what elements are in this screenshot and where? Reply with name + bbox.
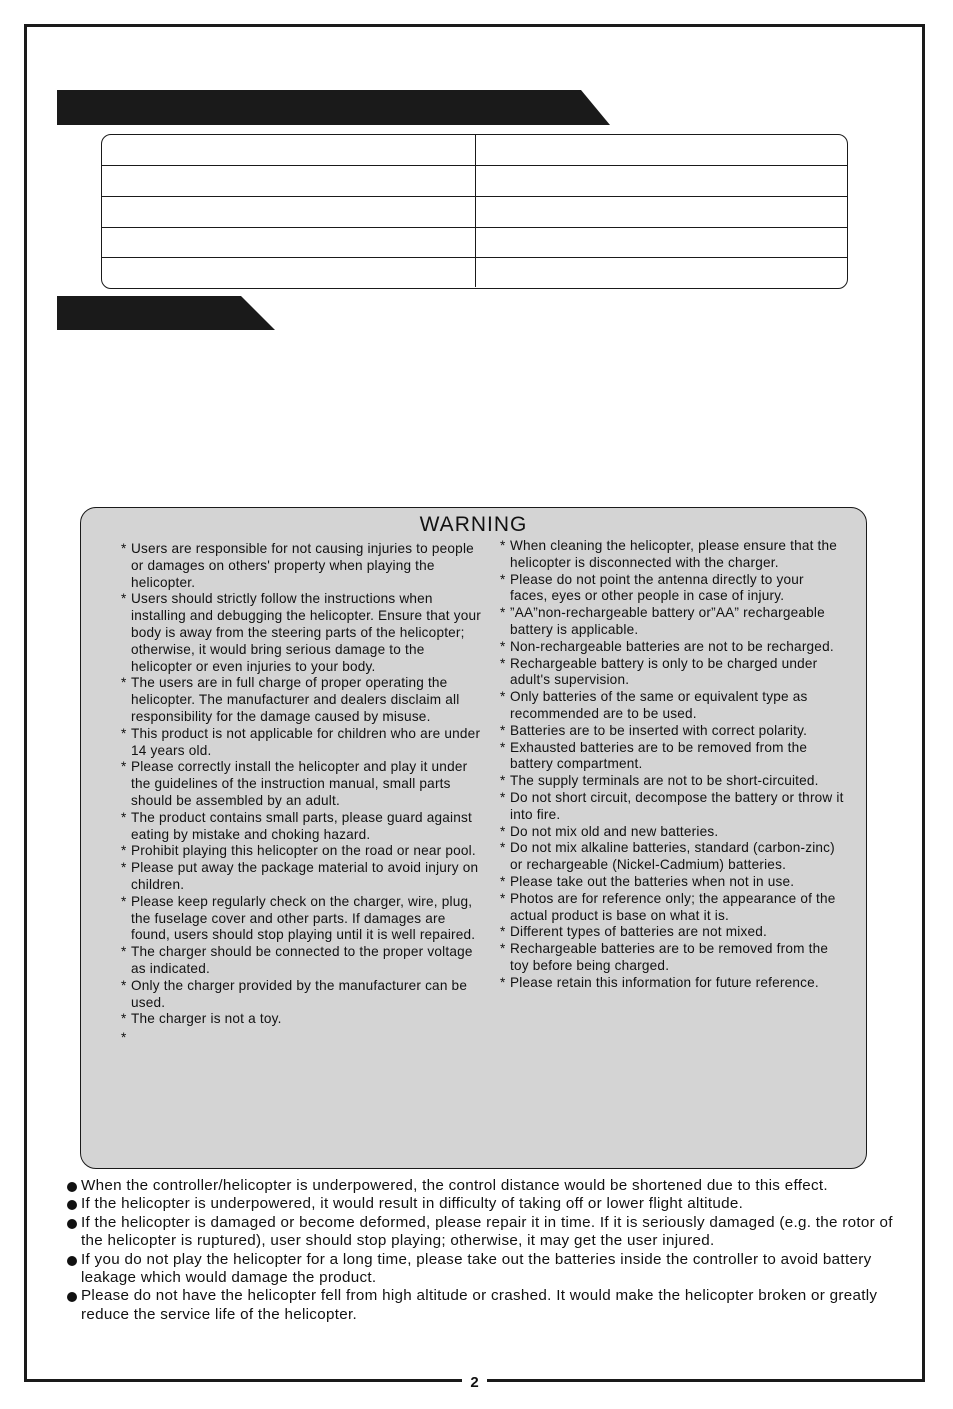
spec-cell bbox=[475, 227, 847, 257]
warning-column-right bbox=[500, 538, 845, 992]
warning-item: * This product is not applicable for children who are under 14 years old. bbox=[121, 725, 481, 758]
section-banner-contents bbox=[57, 296, 275, 330]
warning-column-left bbox=[121, 541, 481, 1047]
warning-item: * Do not mix alkaline batteries, standard (carbon-zinc) or rechargeable (Nickel-Cadmium) batteries. bbox=[500, 840, 835, 873]
warning-item: * The supply terminals are not to be short-circuited. bbox=[500, 773, 819, 789]
spec-row bbox=[102, 227, 847, 258]
warning-item: * Different types of batteries are not mixed. bbox=[500, 924, 767, 940]
warning-item: * ”AA”non-rechargeable battery or”AA” rechargeable battery is applicable. bbox=[500, 605, 825, 637]
spec-row bbox=[102, 257, 847, 287]
warning-item: * The charger should be connected to the proper voltage as indicated. bbox=[121, 944, 473, 976]
notes-list bbox=[66, 1177, 896, 1324]
spec-cell bbox=[475, 135, 847, 165]
note-item: If the helicopter is damaged or become deformed, please repair it in time. If it is seriously damaged (e.g. the rotor of the helicopter is ruptured), user should stop playing; otherwise, it may get the user injured. bbox=[66, 1214, 896, 1251]
note-item: If the helicopter is underpowered, it would result in difficulty of taking off or lower flight altitude. bbox=[66, 1195, 896, 1213]
warning-item: * Non-rechargeable batteries are not to be recharged. bbox=[500, 638, 834, 654]
warning-item: * Do not short circuit, decompose the battery or throw it into fire. bbox=[500, 789, 844, 822]
warning-item: * Please do not point the antenna directly to your faces, eyes or other people in case of injury. bbox=[500, 571, 804, 604]
spec-row bbox=[102, 197, 847, 228]
warning-item: * Users should strictly follow the instructions when installing and debugging the helicopter. Ensure that your body is away from the steering parts of the helicopter; otherwise, it would bring serious damage to the helicopter or even injuries to your body. bbox=[121, 591, 481, 674]
spec-cell bbox=[102, 197, 475, 227]
bullet-dot-icon bbox=[67, 1200, 77, 1210]
spec-row bbox=[102, 166, 847, 197]
spec-cell bbox=[102, 166, 475, 196]
page-number: 2 bbox=[462, 1373, 486, 1393]
spec-cell bbox=[475, 166, 847, 196]
warning-item: * Rechargeable batteries are to be removed from the toy before being charged. bbox=[500, 941, 829, 973]
section-banner-specifications bbox=[57, 90, 610, 125]
warning-item: * Please put away the package material to avoid injury on children. bbox=[121, 860, 479, 892]
spec-cell bbox=[102, 257, 475, 287]
bullet-dot-icon bbox=[67, 1292, 77, 1302]
warning-item: * Please retain this information for future reference. bbox=[500, 974, 819, 990]
warning-item: * Exhausted batteries are to be removed from the battery compartment. bbox=[500, 739, 808, 772]
warning-item: * Users are responsible for not causing injuries to people or damages on others' property when playing the helicopter. bbox=[121, 541, 474, 590]
warning-item: * When cleaning the helicopter, please ensure that the helicopter is disconnected with the charger. bbox=[500, 538, 838, 570]
bullet-dot-icon bbox=[67, 1219, 77, 1229]
spec-cell bbox=[102, 135, 475, 165]
spec-cell bbox=[475, 257, 847, 287]
warning-item: * The users are in full charge of proper operating the helicopter. The manufacturer and dealers disclaim all responsibility for the damage caused by misuse. bbox=[121, 675, 460, 724]
note-item: When the controller/helicopter is underpowered, the control distance would be shortened due to this effect. bbox=[66, 1177, 896, 1195]
warning-item: * The product contains small parts, please guard against eating by mistake and choking hazard. bbox=[121, 809, 473, 842]
warning-item: * Please keep regularly check on the charger, wire, plug, the fuselage cover and other parts. If damages are found, users should stop playing until it is well repaired. bbox=[121, 893, 476, 943]
bullet-dot-icon bbox=[67, 1182, 77, 1192]
spec-cell bbox=[102, 227, 475, 257]
warning-item: * Prohibit playing this helicopter on the road or near pool. bbox=[121, 843, 476, 859]
warning-item: * Please correctly install the helicopter and play it under the guidelines of the instruction manual, small parts should be assembled by an adult. bbox=[121, 759, 468, 808]
page-footer bbox=[24, 1373, 925, 1393]
warning-item: * Please take out the batteries when not in use. bbox=[500, 873, 795, 889]
warning-item: * bbox=[121, 1030, 127, 1046]
warning-item: * Do not mix old and new batteries. bbox=[500, 823, 719, 839]
warning-item: * Rechargeable battery is only to be charged under adult's supervision. bbox=[500, 655, 818, 688]
warning-item: * Only batteries of the same or equivalent type as recommended are to be used. bbox=[500, 689, 808, 721]
spec-row bbox=[102, 135, 847, 166]
spec-table bbox=[101, 134, 848, 289]
warning-item: * Only the charger provided by the manufacturer can be used. bbox=[121, 977, 468, 1010]
note-item: Please do not have the helicopter fell from high altitude or crashed. It would make the helicopter broken or greatly reduce the service life of the helicopter. bbox=[66, 1287, 896, 1324]
note-item: If you do not play the helicopter for a long time, please take out the batteries inside the controller to avoid battery leakage which would damage the product. bbox=[66, 1251, 896, 1288]
bullet-dot-icon bbox=[67, 1256, 77, 1266]
warning-item: * Batteries are to be inserted with correct polarity. bbox=[500, 722, 808, 738]
warning-item: * Photos are for reference only; the appearance of the actual product is base on what it is. bbox=[500, 890, 836, 923]
warning-box bbox=[80, 507, 867, 1169]
warning-item: * The charger is not a toy. bbox=[121, 1011, 282, 1027]
spec-cell bbox=[475, 197, 847, 227]
warning-title: WARNING bbox=[419, 513, 528, 536]
